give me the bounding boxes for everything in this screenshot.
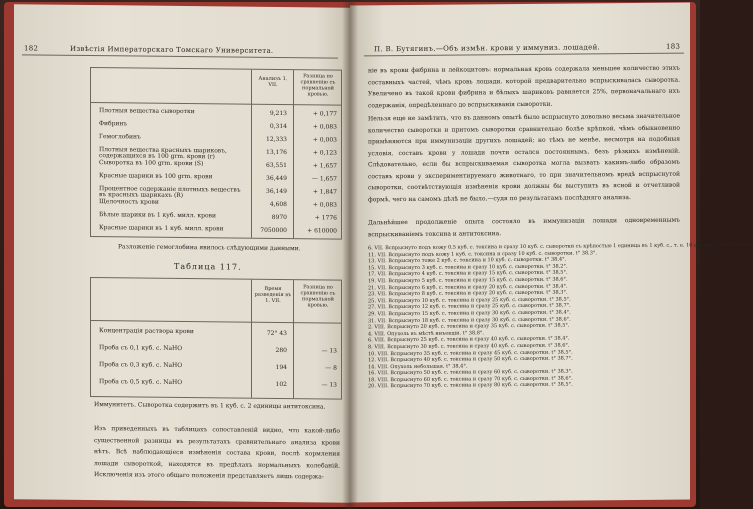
row-label: Гемоглобинъ xyxy=(99,133,141,141)
row-value: 4,608 xyxy=(269,200,287,209)
left-page-number: 182 xyxy=(24,44,39,53)
right-running-header: П. В. Бутягинъ.—Объ измѣн. крови у иммуниз. лошадей. xyxy=(374,43,601,54)
row-difference: + 0,123 xyxy=(312,149,337,157)
row-value: 9,213 xyxy=(269,109,287,118)
right-page-number: 183 xyxy=(666,42,681,51)
log-entry: 16. VIII. Вспрыснуто 50 куб. с. токсина и сразу 60 куб. с. сыворотки. t° 38,3°. xyxy=(368,368,573,377)
blood-analysis-table xyxy=(90,67,342,240)
row-difference: + 1,657 xyxy=(312,162,337,170)
table2-col1-header: Время разведенія въ 1. VII. xyxy=(254,285,292,305)
log-entry: 20. VIII. Вспрыснуто 70 куб. с. токсина и сразу 80 куб. с. сыворотки. t° 38,5°. xyxy=(368,382,573,390)
table-row xyxy=(99,134,339,147)
table-row xyxy=(99,225,339,238)
row-difference: — 13 xyxy=(321,381,337,389)
log-entry: 4. VIII. Опухоль въ мѣстѣ инъекціи. t° 38,8°. xyxy=(368,330,485,338)
row-difference: + 0,083 xyxy=(312,201,337,209)
row-value: 7050000 xyxy=(260,226,287,235)
book-gutter xyxy=(342,0,358,509)
left-paragraph-discussion: Изъ приведенныхъ въ таблицахъ сопоставленій видно, что какой-либо существенной разницы въ результатахъ сравнительнаго анализа крови нѣтъ. Всѣ наблюдающіеся измѣненія состава крови, послѣ кормления лошади сывороткой, находятся въ предѣлахъ нормальныхъ колебаній. Исключенія изъ этого общаго положенія представляетъ лишь содержа- xyxy=(94,425,340,481)
log-entry: 6. VIII. Вспрыснуто 25 куб. с. токсина и сразу 40 куб. с. сыворотки. t° 38,4°. xyxy=(368,335,570,344)
log-entry: 15. VII. Вспрыснуто 3 куб. с. токсина и сразу 10 куб. с. сыворотки. t° 38,2°. xyxy=(368,263,568,272)
log-entry: 18. VIII. Вспрыснуто 60 куб. с. токсина и сразу 70 куб. с. сыворотки. t° 38,6°. xyxy=(368,375,573,384)
row-difference: — 1,657 xyxy=(311,175,337,183)
row-label: Проба съ 0,5 куб. с. NaHO xyxy=(99,378,183,387)
row-difference: + 610000 xyxy=(307,227,337,235)
row-label: Процентное содержаніе плотныхъ веществъ въ красныхъ шарикахъ (R) xyxy=(99,185,241,200)
row-label: Проба съ 0,1 куб. с. NaHO xyxy=(99,344,183,353)
right-paragraph-1: ніе въ крови фибрина и лейкоцитовъ: нормальная кровь содержала меньшее количество этихъ составныхъ частей, чѣмъ кровь лошади, которой предварительно вспрыскивалась сыворотка. Увеличено въ такой крови фибрина и бѣлыхъ шариковъ равняется 25%, первоначальнаго ихъ содержанія, опредѣленнаго до вспрыскиванія сыворотки. xyxy=(368,64,680,109)
log-entry: 27. VII. Вспрыснуто 12 куб. с. токсина и сразу 25 куб. с. сыворотки. t° 38,7°. xyxy=(368,302,571,311)
log-entry: 6. VII. Вспрыснуто подъ кожу 0,5 куб. с. токсина и сразу 10 куб. с. сыворотки съ крѣпостью 1 единица въ 1 куб. с., т. е. 10 единицъ антитоксина. xyxy=(368,241,753,252)
log-entry: 14. VIII. Опухоль небольшая. t° 38,4°. xyxy=(368,363,468,371)
right-paragraph-3: Дальнѣйшее продолженіе опыта состояло въ иммунизаціи лошади одновременнымъ вспрыскиваніемъ токсина и антитоксина. xyxy=(368,216,680,238)
row-label: Красные шарики въ 1 куб. милл. крови xyxy=(99,224,224,233)
log-entry: 29. VII. Вспрыснуто 15 куб. с. токсина и сразу 30 куб. с. сыворотки. t° 38,4°. xyxy=(368,309,571,318)
row-value: 63,551 xyxy=(266,161,287,170)
table-row xyxy=(99,186,339,199)
row-value: 0,314 xyxy=(269,122,287,131)
row-difference: + 0,177 xyxy=(312,110,337,118)
right-page xyxy=(350,3,753,503)
row-value: 72° 43 xyxy=(266,329,287,338)
right-header-rule xyxy=(364,53,684,57)
row-value: 194 xyxy=(275,363,287,372)
log-entry: 21. VII. Вспрыснуто 6 куб. с. токсина и сразу 20 куб. с. сыворотки. t° 38,4°. xyxy=(368,283,568,291)
table1-note: Разложеніе гемоглобина явилось слѣдующими данными. xyxy=(118,243,301,253)
table-row xyxy=(99,328,339,341)
row-difference: — 13 xyxy=(321,347,337,355)
row-label: Плотныя вещества красныхъ шариковъ, содержащихся въ 100 grm. крови (r) xyxy=(99,146,227,161)
row-label: Плотныя вещества сыворотки xyxy=(99,107,195,116)
table2-col2-header: Разница по сравненію съ нормальной кровью. xyxy=(300,284,336,309)
table1-col1-header: Анализъ 1. VII. xyxy=(258,75,288,89)
row-value: 36,449 xyxy=(266,174,287,183)
log-entry: 11. VII. Вспрыснуто подъ кожу 1 куб. с. токсина и сразу 10 куб. с. сыворотки. t° 38,3°. xyxy=(368,249,597,258)
row-label: Щелочность крови xyxy=(99,198,159,206)
table2-caption: Таблица 117. xyxy=(174,261,242,272)
log-entry: 23. VII. Вспрыснуто 8 куб. с. токсина и сразу 20 куб. с. сыворотки. t° 38,3°. xyxy=(368,289,568,298)
row-label: Бѣлые шарики въ 1 куб. милл. крови xyxy=(99,211,216,220)
left-paragraph-immunity: Иммунитетъ. Сыворотка содержитъ въ 1 куб. с. 2 единицы антитоксина. xyxy=(94,401,326,411)
row-difference: — 8 xyxy=(325,364,337,372)
log-entry: 25. VII. Вспрыснуто 10 куб. с. токсина и сразу 25 куб. с. сыворотки. t° 38,5°. xyxy=(368,296,571,305)
row-label: Проба съ 0,3 куб. с. NaHO xyxy=(99,361,183,370)
row-value: 13,176 xyxy=(266,148,287,157)
log-entry: 8. VIII. Вспрыснуто 30 куб. с. токсина и сразу 40 куб. с. сыворотки. t° 38,6°. xyxy=(368,342,570,351)
log-entry: 12. VIII. Вспрыснуто 40 куб. с. токсина и сразу 50 куб. с. сыворотки. t° 38,7°. xyxy=(368,355,573,364)
table-row xyxy=(99,345,339,358)
row-difference: + 0,083 xyxy=(312,123,337,131)
table1-col2-header: Разница по сравненію съ нормальной кровью. xyxy=(300,73,336,98)
row-difference: + 1,847 xyxy=(312,188,337,196)
left-running-header: Извѣстія Императорскаго Томскаго Университета. xyxy=(70,44,274,55)
right-paragraph-2: Нельзя еще не замѣтить, что въ данномъ опытѣ было вспрыснуто довольно весьма значительное количество сыворотки и притомъ сыворотки сравнительно болѣе крѣпкой, чѣмъ обыкновенно примѣняются при иммунизаціи другихъ лошадей; но тѣмъ не менѣе, несмотря на подобныя условія, составъ крови у лошади почти остался постояннымъ, безъ рѣзкихъ измѣненій. Слѣдовательно, если бы вспрыскиваемая сыворотка могла вызвать какимъ-либо образомъ составъ крови у экспериментируемаго животнаго, то при значительномъ вредѣ вспрыснутой сыворотки, соотвѣтствующія измѣненія крови должны бы выступить въ ясной и отчетливой формѣ, чего на самомъ дѣлѣ не было,—судя по результатамъ послѣдняго анализа. xyxy=(368,112,680,203)
row-label: Сыворотка въ 100 grm. крови (S) xyxy=(99,159,204,168)
immunization-log xyxy=(368,241,753,391)
row-value: 8970 xyxy=(271,213,287,222)
table-row xyxy=(99,160,339,173)
log-entry: 13. VII. Вспрыснуто тоже 2 куб. с. токсина и 10 куб. с. сыворотки. t° 38,4°. xyxy=(368,256,567,265)
table-row xyxy=(99,379,339,392)
log-entry: 31. VII. Вспрыснуто 18 куб. с. токсина и сразу 30 куб. с. сыворотки. t° 38,6°. xyxy=(368,316,571,324)
row-label: Фибринъ xyxy=(99,120,128,128)
log-entry: 19. VII. Вспрыснуто 5 куб. с. токсина и сразу 15 куб. с. сыворотки. t° 38,6°. xyxy=(368,276,568,285)
table-row xyxy=(99,199,339,212)
row-label: Концентрація раствора крови xyxy=(99,327,194,336)
table-row xyxy=(99,147,339,160)
left-header-rule xyxy=(22,54,338,58)
table-row xyxy=(99,108,339,121)
table-row xyxy=(99,212,339,225)
row-value: 36,149 xyxy=(266,187,287,196)
row-difference: + 1776 xyxy=(314,214,337,222)
table-row xyxy=(99,362,339,375)
row-label: Красные шарики въ 100 grm. крови xyxy=(99,172,213,181)
log-entry: 2. VIII. Вспрыснуто 20 куб. с. токсина и сразу 35 куб. с. сыворотки. t° 38,5°. xyxy=(368,322,570,331)
row-difference: + 0,003 xyxy=(312,136,337,144)
table-row xyxy=(99,121,339,134)
left-page xyxy=(14,4,350,503)
row-value: 12,333 xyxy=(266,135,287,144)
row-value: 102 xyxy=(275,380,287,389)
hemoglobin-table xyxy=(90,277,342,400)
log-entry: 10. VIII. Вспрыснуто 35 куб. с. токсина и сразу 45 куб. с. сыворотки. t° 38,5°. xyxy=(368,349,573,357)
row-value: 280 xyxy=(275,346,287,355)
log-entry: 17. VII. Вспрыснуто 4 куб. с. токсина и сразу 15 куб. с. сыворотки. t° 38,5°. xyxy=(368,269,568,278)
table-row xyxy=(99,173,339,186)
